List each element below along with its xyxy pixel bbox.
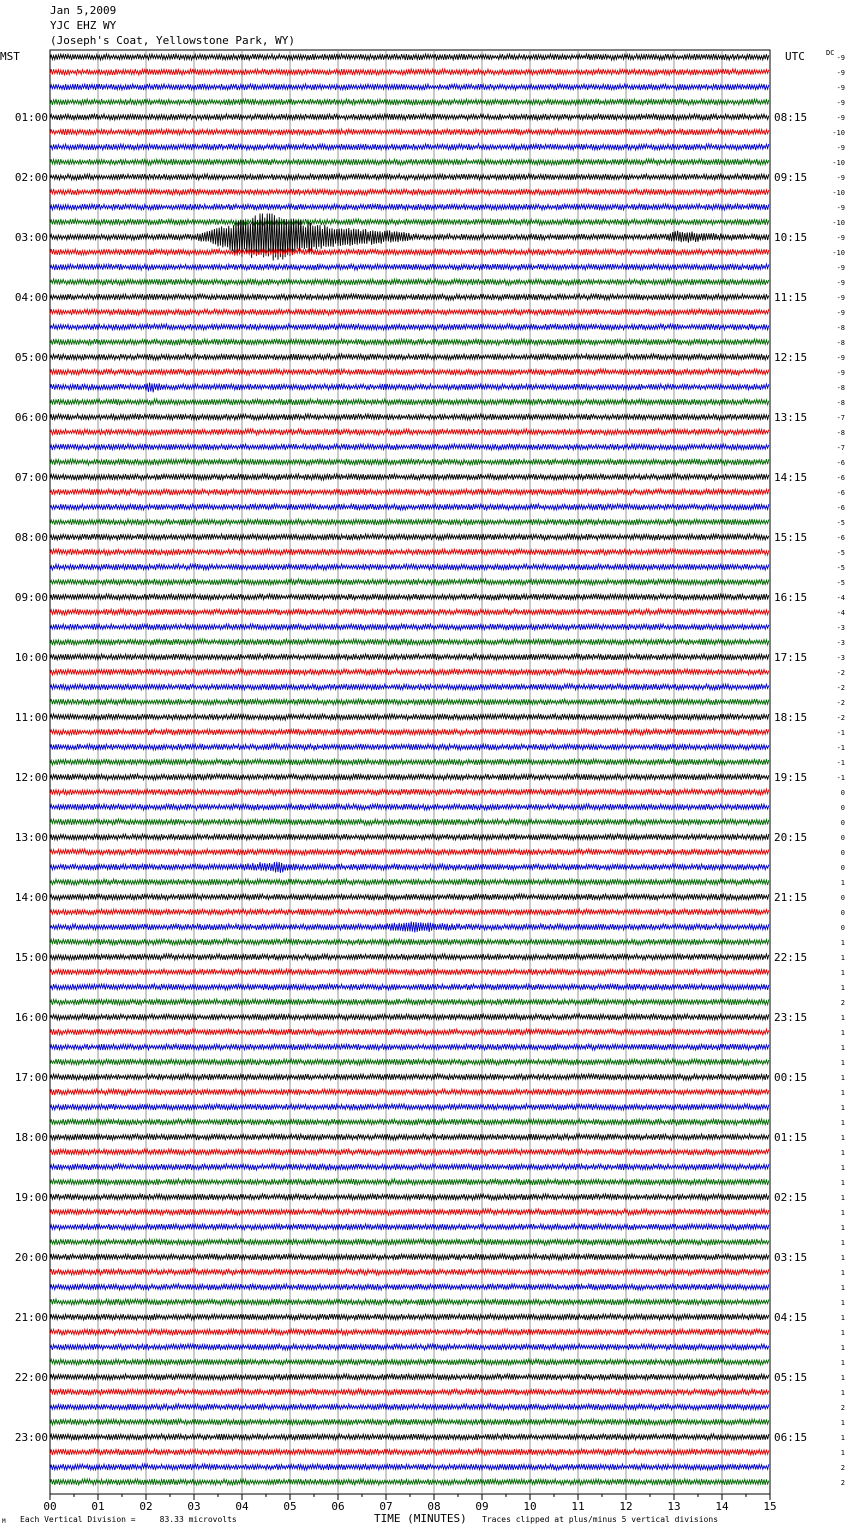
seismic-trace: [50, 1419, 769, 1425]
seismic-trace: [50, 909, 769, 915]
dc-offset-label: 1: [840, 1059, 845, 1067]
dc-offset-label: 1: [840, 1449, 845, 1457]
seismic-trace: [50, 1329, 769, 1335]
seismic-trace: [50, 264, 769, 270]
right-hour-label: 20:15: [774, 831, 808, 844]
dc-offset-label: 1: [840, 1014, 845, 1022]
dc-offset-label: 1: [840, 1194, 845, 1202]
seismic-trace: [50, 1224, 769, 1230]
dc-offset-label: -1: [836, 759, 845, 767]
right-hour-label: 14:15: [774, 471, 808, 484]
dc-offset-label: 1: [840, 1104, 845, 1112]
left-hour-label: 09:00: [14, 591, 48, 604]
seismic-trace: [50, 1074, 769, 1080]
dc-offset-label: 1: [840, 1434, 845, 1442]
dc-offset-label: -1: [836, 774, 845, 782]
x-tick-label: 02: [139, 1500, 153, 1513]
x-tick-label: 13: [667, 1500, 681, 1513]
header-station: YJC EHZ WY: [50, 19, 117, 32]
x-tick-label: 08: [427, 1500, 441, 1513]
dc-offset-label: 0: [840, 804, 845, 812]
left-hour-label: 21:00: [14, 1311, 48, 1324]
right-hour-label: 11:15: [774, 291, 808, 304]
seismic-trace: [50, 1314, 769, 1320]
seismic-trace: [50, 174, 769, 180]
seismic-trace: [50, 1044, 769, 1050]
dc-offset-label: 1: [840, 1284, 845, 1292]
dc-offset-label: -1: [836, 744, 845, 752]
right-hour-label: 01:15: [774, 1131, 808, 1144]
dc-offset-label: -9: [836, 279, 845, 287]
seismic-trace: [50, 279, 769, 285]
dc-offset-label: 1: [840, 1119, 845, 1127]
dc-offset-label: 1: [840, 1209, 845, 1217]
seismic-trace: [50, 564, 769, 570]
right-hour-label: 06:15: [774, 1431, 808, 1444]
seismic-trace: [50, 1059, 769, 1065]
dc-offset-label: -9: [836, 54, 845, 62]
seismic-trace: [50, 1164, 769, 1170]
dc-offset-label: 1: [840, 1314, 845, 1322]
dc-offset-label: 1: [840, 969, 845, 977]
dc-offset-label: -10: [832, 159, 845, 167]
seismic-trace: [50, 309, 769, 315]
dc-offset-label: 1: [840, 1254, 845, 1262]
x-tick-label: 01: [91, 1500, 105, 1513]
right-hour-label: 05:15: [774, 1371, 808, 1384]
dc-offset-label: 1: [840, 879, 845, 887]
dc-offset-label: -9: [836, 99, 845, 107]
left-hour-label: 08:00: [14, 531, 48, 544]
seismic-trace: [50, 879, 769, 885]
dc-offset-label: 2: [840, 1464, 845, 1472]
dc-offset-label: -9: [836, 174, 845, 182]
seismic-trace: [50, 1014, 769, 1020]
seismic-trace: [50, 1089, 769, 1095]
dc-offset-label: 0: [840, 834, 845, 842]
seismic-trace: [50, 1239, 769, 1245]
left-hour-label: 04:00: [14, 291, 48, 304]
dc-offset-label: 1: [840, 954, 845, 962]
left-hour-label: 07:00: [14, 471, 48, 484]
dc-offset-label: 1: [840, 1374, 845, 1382]
left-hour-label: 14:00: [14, 891, 48, 904]
seismic-trace: [50, 189, 769, 195]
scale-note: Each Vertical Division = 83.33 microvolts: [20, 1515, 237, 1524]
dc-offset-label: -2: [836, 699, 845, 707]
seismic-trace: [50, 1029, 769, 1035]
header-date: Jan 5,2009: [50, 4, 117, 17]
dc-offset-label: -9: [836, 144, 845, 152]
dc-offset-label: 0: [840, 909, 845, 917]
x-tick-label: 00: [43, 1500, 57, 1513]
dc-offset-label: -8: [836, 324, 845, 332]
dc-offset-label: -3: [836, 624, 845, 632]
dc-offset-label: -2: [836, 684, 845, 692]
seismic-trace: [50, 294, 769, 300]
right-hour-label: 21:15: [774, 891, 808, 904]
seismic-trace: [50, 54, 769, 60]
seismic-trace: [50, 339, 769, 345]
right-hour-label: 03:15: [774, 1251, 808, 1264]
x-tick-label: 14: [715, 1500, 729, 1513]
dc-offset-label: 1: [840, 1074, 845, 1082]
seismic-trace: [50, 369, 769, 375]
left-hour-label: 01:00: [14, 111, 48, 124]
trace-layer: [50, 54, 769, 1485]
seismic-trace: [50, 894, 769, 900]
dc-offset-label: -4: [836, 609, 845, 617]
seismic-trace: [50, 249, 769, 255]
right-hour-label: 16:15: [774, 591, 808, 604]
x-tick-label: 11: [571, 1500, 585, 1513]
dc-offset-label: -9: [836, 234, 845, 242]
x-tick-label: 07: [379, 1500, 393, 1513]
left-hour-label: 11:00: [14, 711, 48, 724]
right-hour-label: 12:15: [774, 351, 808, 364]
dc-offset-label: 0: [840, 864, 845, 872]
left-hour-label: 17:00: [14, 1071, 48, 1084]
left-hour-label: 22:00: [14, 1371, 48, 1384]
left-hour-label: 19:00: [14, 1191, 48, 1204]
seismic-trace: [50, 1284, 769, 1290]
seismic-trace: [50, 984, 769, 990]
dc-offset-label: 1: [840, 1389, 845, 1397]
x-tick-label: 10: [523, 1500, 537, 1513]
right-hour-label: 08:15: [774, 111, 808, 124]
seismic-trace: [50, 1209, 769, 1215]
seismic-trace: [50, 1344, 769, 1350]
x-tick-label: 03: [187, 1500, 201, 1513]
right-hour-label: 04:15: [774, 1311, 808, 1324]
dc-offset-label: 1: [840, 1344, 845, 1352]
dc-offset-label: 1: [840, 1044, 845, 1052]
left-hour-label: 06:00: [14, 411, 48, 424]
dc-offset-label: 1: [840, 1224, 845, 1232]
right-hour-label: 09:15: [774, 171, 808, 184]
dc-offset-label: 1: [840, 939, 845, 947]
seismic-trace: [50, 69, 769, 75]
dc-label: DC: [826, 49, 835, 57]
seismic-trace: [50, 849, 769, 855]
left-hour-label: 20:00: [14, 1251, 48, 1264]
seismic-trace: [50, 804, 769, 810]
dc-offset-label: -8: [836, 384, 845, 392]
seismic-trace: [50, 1194, 769, 1200]
dc-offset-label: -6: [836, 504, 845, 512]
seismic-trace: [50, 99, 769, 105]
seismic-trace: [50, 324, 769, 330]
left-hour-label: 02:00: [14, 171, 48, 184]
dc-offset-label: -10: [832, 249, 845, 257]
seismic-trace: [50, 939, 769, 945]
seismic-trace: [50, 922, 769, 933]
dc-offset-label: 1: [840, 1329, 845, 1337]
dc-offset-label: -3: [836, 639, 845, 647]
dc-offset-label: 0: [840, 924, 845, 932]
seismic-trace: [50, 759, 769, 765]
x-tick-label: 06: [331, 1500, 345, 1513]
dc-offset-label: -5: [836, 549, 845, 557]
seismic-trace: [50, 129, 769, 135]
seismic-trace: [50, 999, 769, 1005]
seismic-trace: [50, 1254, 769, 1260]
seismic-trace: [50, 354, 769, 360]
dc-offset-label: -9: [836, 369, 845, 377]
dc-offset-label: -6: [836, 459, 845, 467]
dc-offset-label: 1: [840, 1299, 845, 1307]
left-hour-label: 05:00: [14, 351, 48, 364]
dc-offset-label: -3: [836, 654, 845, 662]
seismic-trace: [50, 459, 769, 465]
dc-offset-label: -9: [836, 294, 845, 302]
seismic-trace: [50, 399, 769, 405]
seismic-trace: [50, 714, 769, 720]
dc-offset-label: 1: [840, 1419, 845, 1427]
dc-offset-label: 1: [840, 1029, 845, 1037]
seismic-trace: [50, 1299, 769, 1305]
seismic-trace: [50, 1404, 769, 1410]
dc-offset-label: -10: [832, 219, 845, 227]
dc-offset-label: -8: [836, 339, 845, 347]
dc-offset-label: -7: [836, 414, 845, 422]
dc-offset-label: -5: [836, 579, 845, 587]
seismic-trace: [50, 789, 769, 795]
dc-offset-label: -7: [836, 444, 845, 452]
dc-offset-label: 0: [840, 894, 845, 902]
seismic-trace: [50, 609, 769, 615]
seismic-trace: [50, 1149, 769, 1155]
seismic-trace: [50, 954, 769, 960]
seismic-trace: [50, 474, 769, 480]
seismic-trace: [50, 1449, 769, 1455]
right-hour-label: 13:15: [774, 411, 808, 424]
seismic-trace: [50, 84, 769, 90]
dc-offset-label: 1: [840, 984, 845, 992]
dc-offset-label: -6: [836, 534, 845, 542]
right-hour-label: 10:15: [774, 231, 808, 244]
seismic-trace: [50, 534, 769, 540]
seismic-trace: [50, 969, 769, 975]
seismic-trace: [50, 579, 769, 585]
seismic-trace: [50, 1464, 769, 1470]
dc-offset-label: -2: [836, 669, 845, 677]
dc-offset-label: 1: [840, 1089, 845, 1097]
seismic-trace: [50, 594, 769, 600]
seismic-trace: [50, 429, 769, 435]
header-location: (Joseph's Coat, Yellowstone Park, WY): [50, 34, 296, 47]
right-hour-label: 23:15: [774, 1011, 808, 1024]
seismic-trace: [50, 1389, 769, 1395]
dc-offset-label: -8: [836, 399, 845, 407]
seismic-trace: [50, 414, 769, 420]
x-tick-label: 12: [619, 1500, 633, 1513]
seismic-trace: [50, 444, 769, 450]
seismic-trace: [50, 819, 769, 825]
dc-offset-label: 0: [840, 789, 845, 797]
dc-offset-label: -9: [836, 204, 845, 212]
left-hour-label: 12:00: [14, 771, 48, 784]
seismic-trace: [50, 549, 769, 555]
x-tick-label: 09: [475, 1500, 489, 1513]
dc-offset-label: -9: [836, 84, 845, 92]
right-hour-label: 17:15: [774, 651, 808, 664]
dc-offset-label: 0: [840, 849, 845, 857]
seismic-trace: [50, 1269, 769, 1275]
seismic-trace: [50, 684, 769, 690]
x-tick-label: 15: [763, 1500, 777, 1513]
seismic-trace: [50, 1434, 769, 1440]
left-hour-label: 18:00: [14, 1131, 48, 1144]
dc-offset-label: -9: [836, 354, 845, 362]
seismic-trace: [50, 834, 769, 840]
seismic-trace: [50, 699, 769, 705]
right-hour-label: 18:15: [774, 711, 808, 724]
seismic-trace: [50, 519, 769, 525]
right-hour-label: 22:15: [774, 951, 808, 964]
seismic-trace: [50, 1479, 769, 1485]
dc-offset-label: 2: [840, 1404, 845, 1412]
dc-offset-label: -9: [836, 114, 845, 122]
dc-offset-label: -10: [832, 129, 845, 137]
left-hour-label: 16:00: [14, 1011, 48, 1024]
dc-offset-label: -2: [836, 714, 845, 722]
right-hour-label: 02:15: [774, 1191, 808, 1204]
dc-offset-label: 1: [840, 1164, 845, 1172]
seismic-trace: [50, 624, 769, 630]
dc-offset-label: -9: [836, 309, 845, 317]
seismic-trace: [50, 219, 769, 225]
seismic-trace: [50, 639, 769, 645]
dc-offset-label: -10: [832, 189, 845, 197]
seismic-trace: [50, 1374, 769, 1380]
left-hour-label: 03:00: [14, 231, 48, 244]
seismic-trace: [50, 204, 769, 210]
dc-offset-label: -9: [836, 264, 845, 272]
dc-offset-label: 1: [840, 1269, 845, 1277]
x-tick-label: 04: [235, 1500, 249, 1513]
dc-offset-label: -4: [836, 594, 845, 602]
seismic-trace: [50, 862, 769, 873]
corner-mark: M: [2, 1518, 6, 1525]
seismic-trace: [50, 774, 769, 780]
seismic-trace: [50, 729, 769, 735]
label-layer: [15, 54, 845, 1513]
dc-offset-label: -1: [836, 729, 845, 737]
dc-offset-label: 1: [840, 1134, 845, 1142]
seismic-trace: [50, 144, 769, 150]
x-tick-label: 05: [283, 1500, 297, 1513]
dc-offset-label: -5: [836, 519, 845, 527]
seismic-trace: [50, 669, 769, 675]
dc-offset-label: 2: [840, 999, 845, 1007]
seismic-trace: [50, 1104, 769, 1110]
seismic-trace: [50, 1179, 769, 1185]
right-hour-label: 15:15: [774, 531, 808, 544]
left-hour-label: 10:00: [14, 651, 48, 664]
dc-offset-label: -6: [836, 489, 845, 497]
dc-offset-label: 0: [840, 819, 845, 827]
seismic-trace: [50, 159, 769, 165]
seismic-trace: [50, 504, 769, 510]
dc-offset-label: -9: [836, 69, 845, 77]
left-hour-label: 13:00: [14, 831, 48, 844]
x-axis-label: TIME (MINUTES): [374, 1512, 467, 1525]
clip-note: Traces clipped at plus/minus 5 vertical divisions: [482, 1515, 719, 1524]
left-hour-label: 15:00: [14, 951, 48, 964]
dc-offset-label: -6: [836, 474, 845, 482]
seismic-trace: [50, 1359, 769, 1365]
dc-offset-label: 1: [840, 1149, 845, 1157]
dc-offset-label: 1: [840, 1179, 845, 1187]
dc-offset-label: 2: [840, 1479, 845, 1487]
seismic-trace: [50, 383, 769, 393]
seismic-trace: [50, 744, 769, 750]
plot-frame: [50, 50, 770, 1494]
seismic-trace: [50, 1119, 769, 1125]
dc-offset-label: 1: [840, 1359, 845, 1367]
seismic-trace: [50, 489, 769, 495]
right-hour-label: 00:15: [774, 1071, 808, 1084]
dc-offset-label: -8: [836, 429, 845, 437]
left-hour-label: 23:00: [14, 1431, 48, 1444]
right-hour-label: 19:15: [774, 771, 808, 784]
seismic-trace: [50, 114, 769, 120]
dc-offset-label: -5: [836, 564, 845, 572]
left-timezone-label: MST: [0, 50, 20, 63]
seismic-trace: [50, 654, 769, 660]
seismic-trace: [50, 1134, 769, 1140]
dc-offset-label: 1: [840, 1239, 845, 1247]
right-timezone-label: UTC: [785, 50, 805, 63]
